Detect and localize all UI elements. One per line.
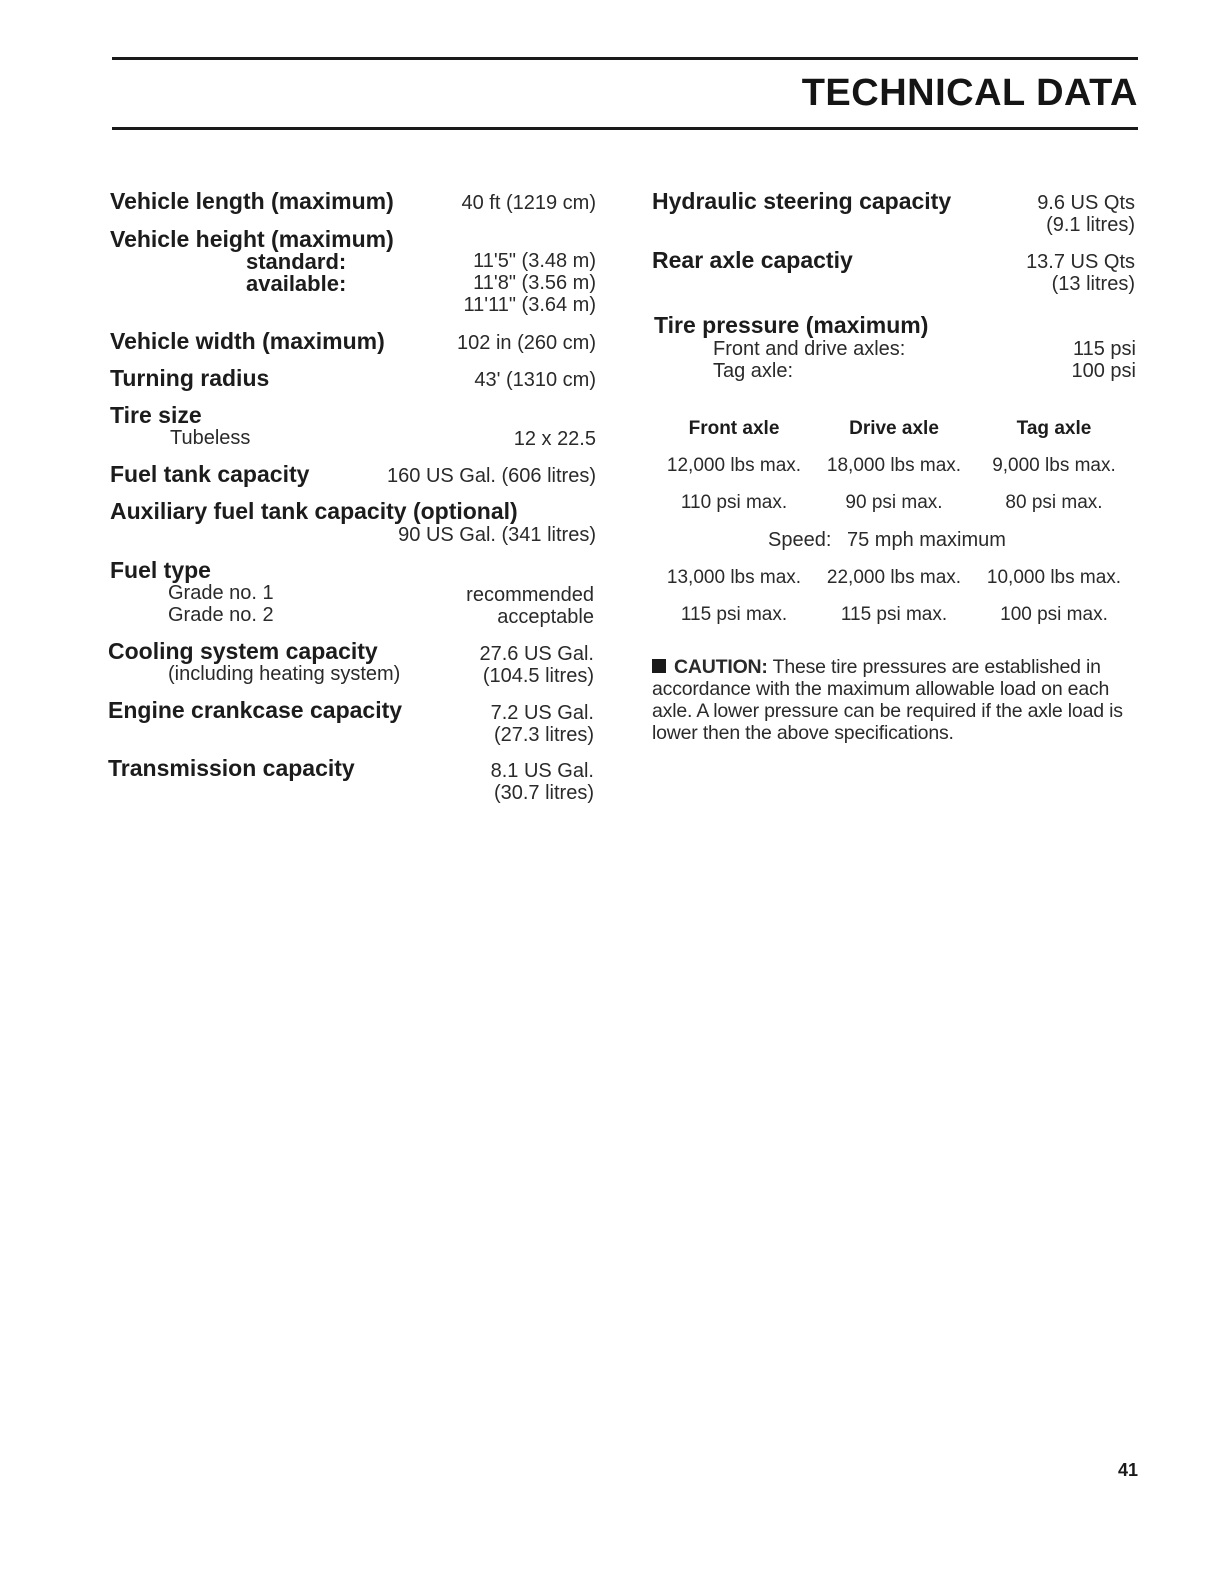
- caution-label: CAUTION:: [674, 656, 768, 678]
- title-underline: [112, 127, 1138, 130]
- aux-fuel-tank-value: 90 US Gal. (341 litres): [398, 524, 596, 546]
- page-title: TECHNICAL DATA: [801, 72, 1138, 114]
- axle-table-cell: 100 psi max.: [1000, 604, 1108, 625]
- page-number: 41: [1117, 1460, 1138, 1480]
- fuel-tank-label: Fuel tank capacity: [110, 461, 310, 487]
- transmission-value-1: 8.1 US Gal.: [490, 760, 594, 782]
- front-drive-axles-label: Front and drive axles:: [713, 338, 906, 360]
- rear-axle-value-2: (13 litres): [1051, 273, 1135, 295]
- fuel-type-label: Fuel type: [110, 557, 211, 583]
- vehicle-height-label: Vehicle height (maximum): [110, 226, 394, 252]
- tire-pressure-label: Tire pressure (maximum): [654, 312, 929, 338]
- tag-axle-label: Tag axle:: [713, 360, 794, 382]
- top-rule: [112, 57, 1138, 60]
- tire-size-sublabel: Tubeless: [170, 427, 251, 449]
- fuel-grade-2-label: Grade no. 2: [168, 604, 274, 626]
- vehicle-width-value: 102 in (260 cm): [457, 332, 596, 354]
- caution-text: These tire pressures are established in accordance with the maximum allowable load on each axle. A lower pressure can be required if the axle load is lower then the above specifications.: [652, 656, 1123, 744]
- axle-table-cell: 10,000 lbs max.: [986, 567, 1122, 588]
- axle-table-header-drive: Drive axle: [849, 418, 939, 439]
- aux-fuel-tank-label: Auxiliary fuel tank capacity (optional): [110, 498, 518, 524]
- turning-radius-value: 43' (1310 cm): [474, 369, 596, 391]
- axle-table-cell: 22,000 lbs max.: [826, 567, 962, 588]
- caution-note: [652, 656, 1142, 744]
- axle-table-cell: 110 psi max.: [680, 492, 788, 513]
- speed-value: 75 mph maximum: [847, 529, 1006, 551]
- vehicle-height-value-2: 11'8" (3.56 m): [473, 272, 596, 294]
- cooling-system-value-2: (104.5 litres): [482, 665, 594, 687]
- tire-size-label: Tire size: [110, 402, 202, 428]
- axle-table-cell: 115 psi max.: [840, 604, 948, 625]
- axle-table-header-front: Front axle: [688, 418, 780, 439]
- axle-table-cell: 13,000 lbs max.: [666, 567, 802, 588]
- front-drive-axles-value: 115 psi: [1072, 338, 1136, 360]
- vehicle-height-value-1: 11'5" (3.48 m): [473, 250, 596, 272]
- axle-table-cell: 9,000 lbs max.: [992, 455, 1116, 476]
- fuel-grade-1-label: Grade no. 1: [168, 582, 274, 604]
- axle-table-cell: 18,000 lbs max.: [826, 455, 962, 476]
- vehicle-height-available-label: available:: [246, 271, 347, 296]
- fuel-grade-1-value: recommended: [466, 584, 594, 606]
- fuel-tank-value: 160 US Gal. (606 litres): [387, 465, 596, 487]
- tire-size-value: 12 x 22.5: [513, 428, 596, 450]
- vehicle-length-value: 40 ft (1219 cm): [461, 192, 596, 214]
- rear-axle-value-1: 13.7 US Qts: [1026, 251, 1135, 273]
- transmission-value-2: (30.7 litres): [493, 782, 594, 804]
- hydraulic-steering-value-1: 9.6 US Qts: [1037, 192, 1135, 214]
- vehicle-height-standard-label: standard:: [246, 249, 347, 274]
- cooling-system-label: Cooling system capacity: [108, 638, 378, 664]
- transmission-label: Transmission capacity: [108, 755, 355, 781]
- tag-axle-value: 100 psi: [1071, 360, 1136, 382]
- vehicle-width-label: Vehicle width (maximum): [110, 328, 385, 354]
- speed-label: Speed:: [768, 529, 832, 551]
- axle-table-cell: 80 psi max.: [1005, 492, 1103, 513]
- fuel-grade-2-value: acceptable: [497, 606, 594, 628]
- cooling-system-value-1: 27.6 US Gal.: [479, 643, 594, 665]
- crankcase-value-1: 7.2 US Gal.: [490, 702, 594, 724]
- vehicle-height-value-3: 11'11" (3.64 m): [463, 294, 596, 316]
- axle-table-header-tag: Tag axle: [1016, 418, 1092, 439]
- hydraulic-steering-value-2: (9.1 litres): [1046, 214, 1135, 236]
- rear-axle-label: Rear axle capactiy: [652, 247, 853, 273]
- caution-square-icon: [652, 659, 666, 673]
- hydraulic-steering-label: Hydraulic steering capacity: [652, 188, 952, 214]
- turning-radius-label: Turning radius: [110, 365, 270, 391]
- axle-table-cell: 90 psi max.: [845, 492, 943, 513]
- vehicle-length-label: Vehicle length (maximum): [110, 188, 394, 214]
- crankcase-value-2: (27.3 litres): [493, 724, 594, 746]
- axle-table-cell: 115 psi max.: [680, 604, 788, 625]
- axle-table-cell: 12,000 lbs max.: [666, 455, 802, 476]
- crankcase-label: Engine crankcase capacity: [108, 697, 403, 723]
- cooling-system-sublabel: (including heating system): [168, 663, 401, 685]
